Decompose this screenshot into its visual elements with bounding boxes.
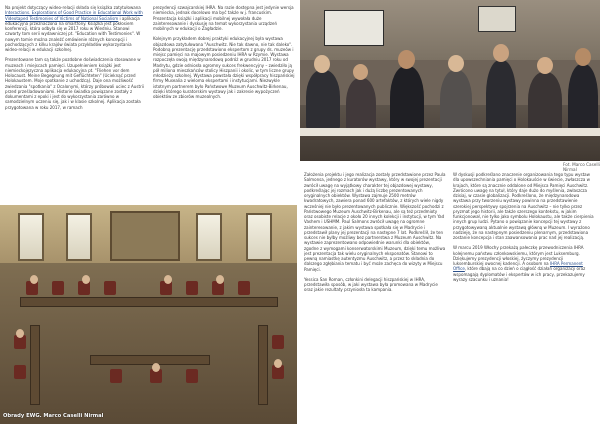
attendee-head xyxy=(493,44,509,62)
paragraph: prezydencji szwajcarskiej IHRA. Na razie dostępna jest jedynie wersja niemiecka, jednak docelowo ma być także w j. francuskim. Prezentacja książki i aplikacji mobilnej wywołała duże zainteresowanie i dyskusję na temat wykorzystania urządzeń mobilnych w edukacji o Zagładzie. xyxy=(153,5,294,31)
text-column-right-1 xyxy=(304,172,446,420)
hall-window xyxy=(246,213,272,261)
paragraph: Kolejnym przykładem dobrej praktyki edukacyjnej była wystawa objazdowa zatytułowana "Auschwitz. Nie tak dawno, nie tak daleko". Podobną prezentację przedstawiono ekspertom z grupy ds. muzeów i miejsc pamięci na majowym posiedzeniu IHRA w Rzymie. Wystawa rozpoczęła swoją międzynarodową podróż w grudniu 2017 roku od Madrytu, gdzie odniosła ogromny sukces frekwencyjny – zwiedziło ją pół miliona mieszkańców stolicy Hiszpanii i okolic, w tym liczne grupy młodzieży szkolnej. Wystawa powstała dzięki współpracy hiszpańskiej firmy Musealia z wieloma ekspertami i instytucjami. Niezwykle istotnym partnerem było Państwowe Muzeum Auschwitz-Birkenau, dzięki którego kuratorskim wystawy jak i zakresie wypożyczeń obiektów ze zbiorów muzealnych. xyxy=(153,36,295,100)
conference-table xyxy=(20,297,278,307)
hall-window xyxy=(66,213,92,261)
delegate-head xyxy=(82,275,90,284)
paragraph-text: W marcu 2019 Włochy przekażą pałeczkę przewodniczenia IHRA kolejnemu państwu członkowskiemu, którym jest Luksemburg. Dziękujemy prezydencji włoskiej, życzymy prezydencji luksemburskiej owocnej kadencji. A osobom na xyxy=(453,245,584,267)
attendee-head xyxy=(448,55,464,72)
attendee xyxy=(306,70,340,130)
projection-screen xyxy=(478,6,516,32)
paragraph-text: które dbają na co dzień o ciągłość działań organizacji oraz wspomagają dyplomatów i ekspertów w ich pracy, przekazujemy wyrazy szacunku i uznania! xyxy=(453,266,586,282)
book-title-link[interactable]: Interactions. Explorations of Good Practice in Educational Work with Videotaped Testimonies of Victims of National Socialism xyxy=(5,10,143,21)
attendee-head xyxy=(353,64,368,80)
chair xyxy=(110,369,122,383)
paragraph-text: i aplikacja edukacyjna przeznaczona na smartfony. Książka jest pokłosiem konferencji, która odbyła się w 2017 roku w Wiedniu. Stanowi czwarty tom serii wydawniczej pt. "Education with Testimonies". W nowym tomie można znaleźć omówienie różnych koncepcji i pochodzących z kilku krajów świata przykładów wykorzystania wideo-relacji w edukacji szkolnej. xyxy=(5,15,141,52)
attendee-head xyxy=(537,57,553,74)
attendee xyxy=(528,72,562,134)
delegate-head xyxy=(16,329,24,338)
attendee-head xyxy=(398,50,415,69)
projection-screen xyxy=(324,10,384,46)
paragraph: W dyskusji podkreślano znaczenie organizowania tego typu wystaw dla upowszechniania pamięci o Holokauście w świecie, zwłaszcza w krajach, które są znacznie oddalone od Miejsca Pamięci Auschwitz. Zwrócono uwagę na tytuł, który daje dużo do myślenia, zwłaszcza dzisiaj, w czasie globalizacji. Podkreślono, że międzynarodowa wystawa przy tworzeniu wystawy powinna na przedstawienie szerokiej perspektywy spojrzenia na Auschwitz – nie tylko przez pryzmat jego historii, ale także szerszego kontekstu, w jakim funkcjonował, nie tylko jako symbolu Holokaustu, ale także cierpienia innych grup ludzi. Pytano o powiązanie koncepcji tej wystawy z przygotowywaną aktualnie wystawą główną w Muzeum. I wyrażono nadzieję, że na następnym posiedzeniu plenarnym, przedstawiona zostanie koncepcja i stan zaawansowania prac nad jej realizacją. xyxy=(453,172,594,240)
text-column-left-2 xyxy=(153,5,295,205)
chair xyxy=(186,369,198,383)
paragraph: W marcu 2019 Włochy przekażą pałeczkę przewodniczenia IHRA kolejnemu państwu członkowskiemu, którym jest Luksemburg. Dziękujemy prezydencji włoskiej, życzymy prezydencji luksemburskiej owocnej kadencji. A osobom na IHRA Permanent Office, które dbają na co dzień o ciągłość działań organizacji oraz wspomagają dyplomatów i ekspertów w ich pracy, przekazujemy wyrazy szacunku i uznania! xyxy=(453,245,586,282)
conference-audience-photo xyxy=(300,0,600,161)
attendee-head xyxy=(314,55,330,73)
chair xyxy=(272,335,284,349)
paragraph-text: Na projekt dotyczący wideo-relacji składa się książka zatytułowana xyxy=(5,5,141,10)
attendee xyxy=(346,78,376,133)
ihra-office-link[interactable]: IHRA Permanent Office xyxy=(453,261,583,272)
attendee xyxy=(440,70,472,135)
hall-window xyxy=(18,213,44,261)
attendee-head xyxy=(575,48,591,66)
conference-table xyxy=(90,355,210,365)
delegate-head xyxy=(274,359,282,368)
chair xyxy=(186,281,198,295)
paragraph: Założenia projektu i jego realizacja zostały przedstawione przez Paula Salmonsa, jednego z kuratorów wystawy, który w swojej prezentacji zwrócił uwagę na wyjątkowy charakter tej objazdowej wystawy, podkreślając jej rozmach jak i dużą liczbę prezentowanych oryginalnych obiektów. Wystawa zajmuje 2500 metrów kwadratowych, zawiera ponad 600 artefaktów, z których wiele nigdy wcześniej nie było prezentowanych publicznie. Większość pochodzi z Państwowego Muzeum Auschwitz-Birkenau, ale są też przedmioty oraz osobiste relacje z około 20 innych kolekcji i instytucji, w tym Yad Vashem i USHMM. Paul Salmons zwrócił uwagę na ogromne zainteresowanie, z jakim wystawa spotkała się w Madrycie i przedstawił plany jej prezentacji na następne 7 lat. Podkreślił, że ten sukces nie byłby możliwy bez partnerstwa z Muzeum Auschwitz. Na wystawie zaprezentowano odpowiednie warunki dla obiektów, zgodne z wymogami konserwatorskimi Muzeum, dzięki temu możliwa jest prezentacja tak wielu oryginalnych eksponatów. Stanowi to pewną namiastkę autentyzmu Auschwitz, a przez to składnia do dalszego zgłębiania tematu i być może zachęca do wizyty w Miejscu Pamięci. xyxy=(304,172,446,272)
desk-edge xyxy=(300,128,600,136)
plenary-session-hall-photo xyxy=(0,205,297,424)
chair xyxy=(104,281,116,295)
hall-floor xyxy=(0,263,297,424)
conference-table xyxy=(258,325,268,405)
paragraph: Yessica San Roman, członkini delegacji hiszpańskiej w IHRA, przedstawiła sposób, w jaki wystawa była promowana w Madrycie oraz jakie rezultaty przyniosła ta kampania. xyxy=(304,276,438,293)
delegate-head xyxy=(216,275,224,284)
photo-caption: Fot. Marco Caselli Nirmal xyxy=(563,162,600,172)
delegate-head xyxy=(30,275,38,284)
hall-window xyxy=(196,213,222,261)
photo-caption: Obrady EWG. Marco Caselli Nirmal xyxy=(3,413,104,419)
delegate-head xyxy=(152,363,160,372)
attendee xyxy=(486,60,516,135)
attendee xyxy=(568,64,598,136)
paragraph xyxy=(5,5,146,52)
paragraph: Prezentowane tam są także pozdobne doświadczenia stosowane w muzeach i miejscach pamięci. Uzupełnieniem książki jest niemieckojęzyczna aplikacja edukacyjna pt. "Fliehen vor dem Holocaust. Meine Begegnung mit Geflüchteten" (Ucieknąć przed Holokaustem. Moje spotkanie z uchodźcą). Daje ona możliwość zwiedzania "spotkania" z Ocalonymi, którzy próbowali uciec z Austrii przed prześladowaniami. Historie świadka powiązane zostały z dokumentami z epoki i jest do wykorzystania zarówno w samodzielnym uczeniu się, jak i w klasie szkolnej. Aplikacja została przygotowana w roku 2017, w ramach xyxy=(5,57,144,110)
delegate-head xyxy=(164,275,172,284)
text-column-left-1 xyxy=(5,5,146,205)
conference-table xyxy=(30,325,40,405)
text-column-right-2 xyxy=(453,172,595,420)
wall-painting xyxy=(110,211,180,261)
chair xyxy=(238,281,250,295)
attendee xyxy=(390,66,424,136)
chair xyxy=(52,281,64,295)
chair xyxy=(14,365,26,379)
